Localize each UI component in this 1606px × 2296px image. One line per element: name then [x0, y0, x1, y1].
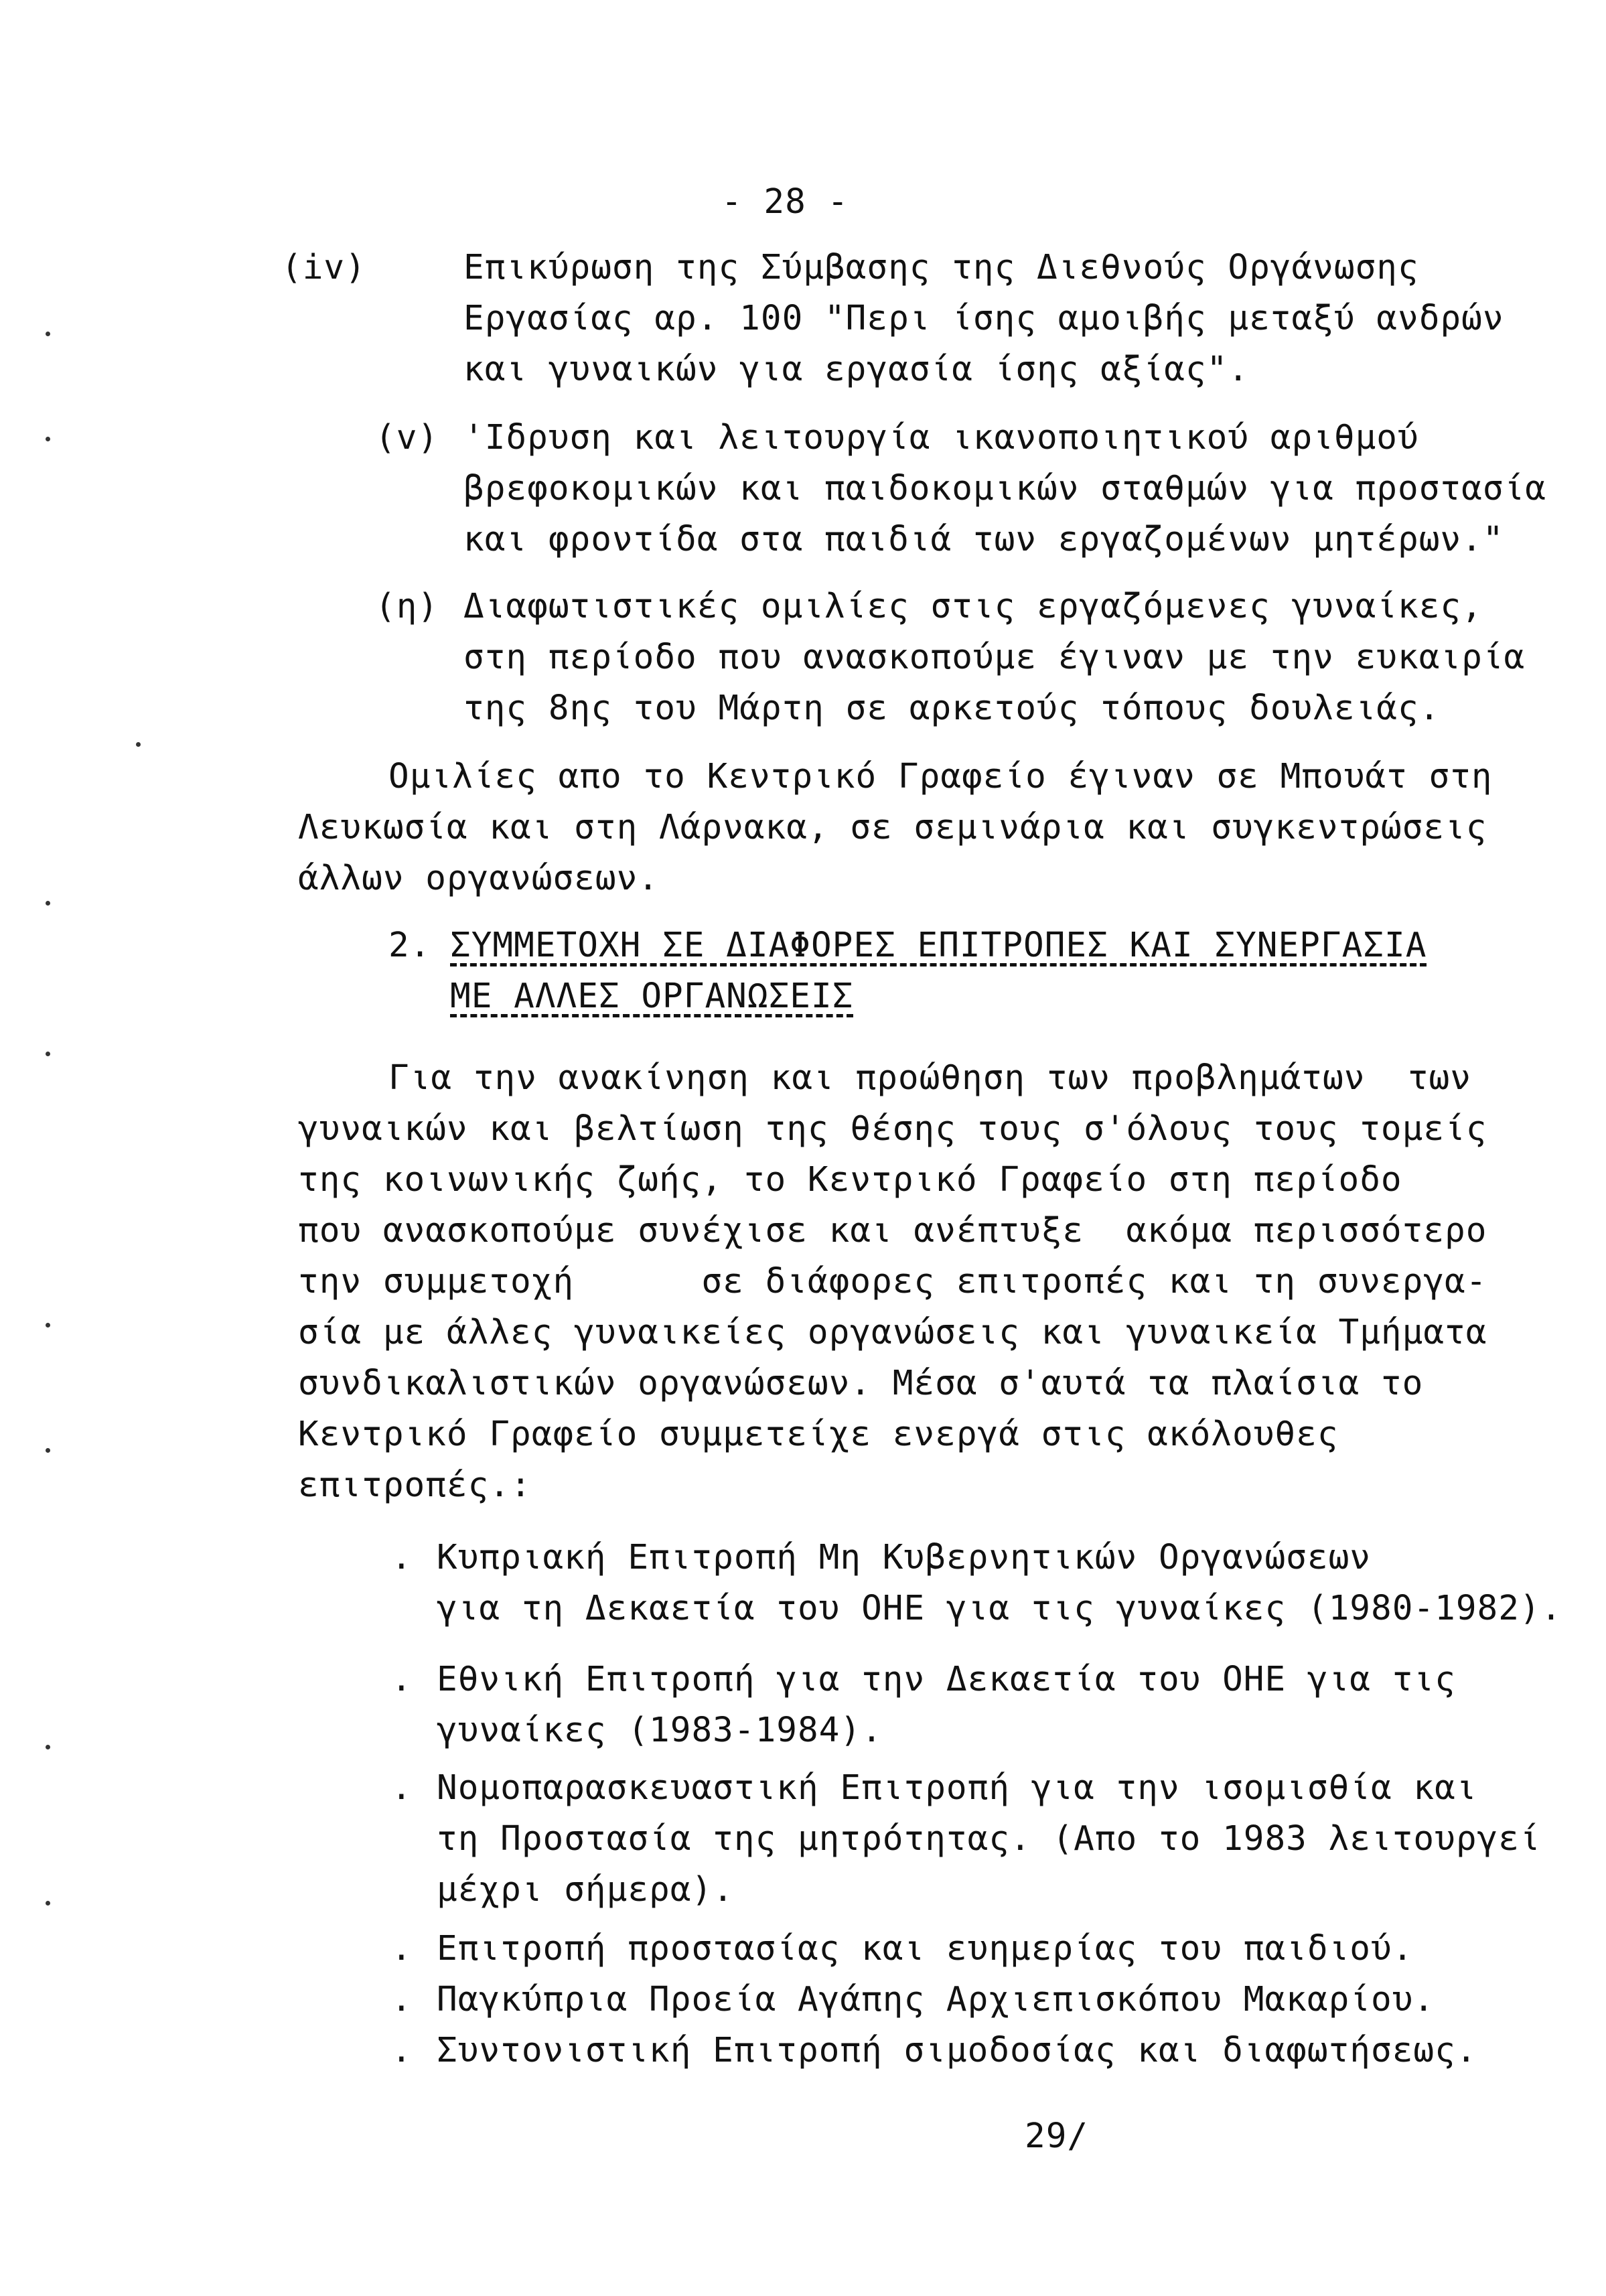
bullet-marker: .: [391, 2031, 413, 2070]
section-title: ΣΥΜΜΕΤΟΧΗ ΣΕ ΔΙΑΦΟΡΕΣ ΕΠΙΤΡΟΠΕΣ ΚΑΙ ΣΥΝΕΡΓΑΣΙΑ: [450, 926, 1427, 965]
bullet-marker: .: [391, 1660, 413, 1699]
paragraph-line: την συμμετοχή σε διάφορες επιτροπές και τη συνεργα-: [298, 1262, 1487, 1301]
scan-speck: [46, 901, 50, 906]
paragraph-line: συνδικαλιστικών οργανώσεων. Μέσα σ'αυτά τα πλαίσια το: [298, 1364, 1424, 1403]
item-iv-line: Επικύρωση της Σύμβασης της Διεθνούς Οργάνωσης: [463, 248, 1419, 287]
item-iv-line: και γυναικών για εργασία ίσης αξίας".: [463, 350, 1250, 389]
section-title: ΜΕ ΑΛΛΕΣ ΟΡΓΑΝΩΣΕΙΣ: [450, 977, 854, 1016]
paragraph-line: που ανασκοπούμε συνέχισε και ανέπτυξε ακόμα περισσότερο: [298, 1211, 1487, 1250]
paragraph-line: της κοινωνικής ζωής, το Κεντρικό Γραφείο στη περίοδο: [298, 1160, 1402, 1200]
item-v-line: βρεφοκομικών και παιδοκομικών σταθμών για προστασία: [463, 469, 1546, 508]
committee-item: Συντονιστική Επιτροπή σιμοδοσίας και διαφωτήσεως.: [437, 2031, 1477, 2070]
committee-item: Παγκύπρια Προεία Αγάπης Αρχιεπισκόπου Μακαρίου.: [437, 1980, 1435, 2019]
bullet-marker: .: [391, 1980, 413, 2019]
paragraph-line: άλλων οργανώσεων.: [298, 859, 659, 898]
paragraph-line: Ομιλίες απο το Κεντρικό Γραφείο έγιναν σε Μπουάτ στη: [388, 757, 1493, 796]
paragraph-line: Για την ανακίνηση και προώθηση των προβλημάτων των: [388, 1058, 1471, 1098]
item-iv-line: Εργασίας αρ. 100 "Περι ίσης αμοιβής μεταξύ ανδρών: [463, 299, 1504, 338]
paragraph-line: επιτροπές.:: [298, 1465, 532, 1505]
item-eta-line: Διαφωτιστικές ομιλίες στις εργαζόμενες γυναίκες,: [463, 587, 1483, 626]
item-iv-label: (iv): [281, 248, 366, 287]
bullet-marker: .: [391, 1538, 413, 1577]
item-eta-label: (η): [375, 587, 439, 626]
item-v-line: 'Ιδρυση και λειτουργία ικανοποιητικού αριθμού: [463, 418, 1419, 457]
scan-speck: [46, 1323, 50, 1328]
scan-speck: [46, 1052, 50, 1056]
committee-item: γυναίκες (1983-1984).: [437, 1711, 883, 1750]
committee-item: τη Προστασία της μητρότητας. (Απο το 1983 λειτουργεί: [437, 1819, 1541, 1859]
item-eta-line: στη περίοδο που ανασκοπούμε έγιναν με την ευκαιρία: [463, 638, 1526, 677]
committee-item: Κυπριακή Επιτροπή Μη Κυβερνητικών Οργανώσεων: [437, 1538, 1372, 1577]
paragraph-line: Λευκωσία και στη Λάρνακα, σε σεμινάρια και συγκεντρώσεις: [298, 808, 1487, 847]
committee-item: Εθνική Επιτροπή για την Δεκαετία του ΟΗΕ για τις: [437, 1660, 1456, 1699]
item-v-line: και φροντίδα στα παιδιά των εργαζομένων μητέρων.": [463, 520, 1504, 559]
scan-speck: [136, 742, 141, 747]
footer-page-reference: 29/: [1025, 2116, 1089, 2156]
bullet-marker: .: [391, 1768, 413, 1808]
paragraph-line: γυναικών και βελτίωση της θέσης τους σ'όλους τους τομείς: [298, 1109, 1487, 1149]
scan-speck: [46, 1448, 50, 1453]
paragraph-line: Κεντρικό Γραφείο συμμετείχε ενεργά στις ακόλουθες: [298, 1415, 1339, 1454]
committee-item: Νομοπαρασκευαστική Επιτροπή για την ισομισθία και: [437, 1768, 1477, 1808]
item-eta-line: της 8ης του Μάρτη σε αρκετούς τόπους δουλειάς.: [463, 689, 1441, 728]
committee-item: μέχρι σήμερα).: [437, 1870, 734, 1910]
scan-speck: [46, 1901, 50, 1906]
page-number: - 28 -: [721, 182, 849, 222]
scan-speck: [46, 437, 50, 441]
committee-item: Επιτροπή προστασίας και ευημερίας του παιδιού.: [437, 1929, 1414, 1968]
committee-item: για τη Δεκαετία του ΟΗΕ για τις γυναίκες (1980-1982).: [437, 1589, 1562, 1628]
paragraph-line: σία με άλλες γυναικείες οργανώσεις και γυναικεία Τμήματα: [298, 1313, 1487, 1352]
item-v-label: (v): [375, 418, 439, 457]
scan-speck: [46, 332, 50, 336]
bullet-marker: .: [391, 1929, 413, 1968]
scan-speck: [46, 1745, 50, 1749]
section-number: 2.: [388, 926, 431, 965]
